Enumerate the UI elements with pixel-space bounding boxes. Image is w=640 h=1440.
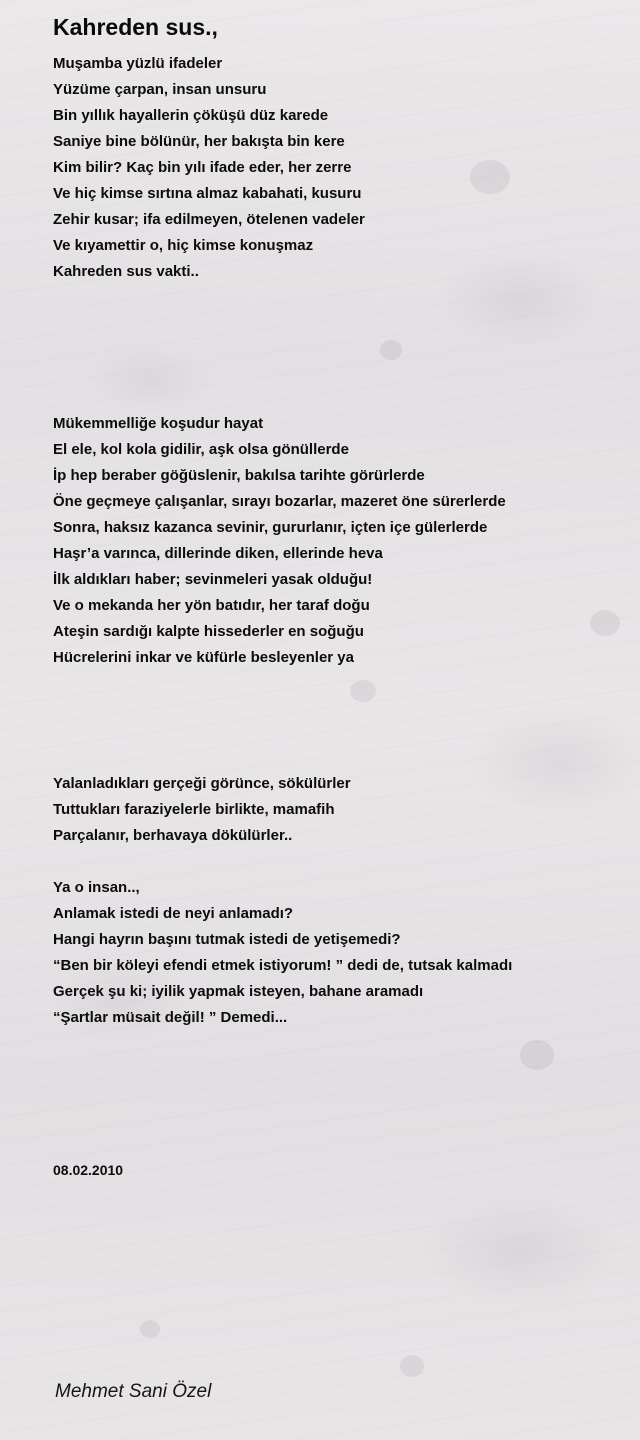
poem-line: Anlamak istedi de neyi anlamadı?: [53, 905, 294, 922]
ink-blot: [590, 610, 620, 636]
poem-line: Mükemmelliğe koşudur hayat: [53, 415, 264, 432]
poem-line: Parçalanır, berhavaya dökülürler..: [53, 827, 293, 844]
poem-line: Yalanladıkları gerçeği görünce, sökülürler: [53, 775, 351, 792]
stanza-3: [53, 771, 351, 849]
poem-line: Ve o mekanda her yön batıdır, her taraf doğu: [53, 597, 370, 614]
stanza-1: [53, 51, 365, 285]
poem-line: Yüzüme çarpan, insan unsuru: [53, 81, 267, 98]
ink-blot: [470, 160, 510, 194]
poem-line: Ya o insan..,: [53, 879, 140, 896]
ink-blot: [380, 340, 402, 360]
poem-line: Muşamba yüzlü ifadeler: [53, 55, 223, 72]
ink-blot: [520, 1040, 554, 1070]
poem-line: Ve hiç kimse sırtına almaz kabahati, kusuru: [53, 185, 362, 202]
ink-blot: [140, 1320, 160, 1338]
poem-date: 08.02.2010: [53, 1162, 124, 1178]
stanza-4: [53, 875, 512, 1031]
poem-line: Ateşin sardığı kalpte hissederler en soğuğu: [53, 623, 364, 640]
poem-line: “Ben bir köleyi efendi etmek istiyorum! ” dedi de, tutsak kalmadı: [53, 957, 513, 974]
poem-line: İp hep beraber göğüslenir, bakılsa tarihte görürlerde: [53, 467, 425, 484]
poem-line: Ve kıyamettir o, hiç kimse konuşmaz: [53, 237, 314, 254]
poem-line: Zehir kusar; ifa edilmeyen, ötelenen vadeler: [53, 211, 365, 228]
ink-blot: [350, 680, 376, 702]
poem-line: Hücrelerini inkar ve küfürle besleyenler ya: [53, 649, 354, 666]
poem-title: Kahreden sus.,: [53, 14, 218, 40]
poem-line: El ele, kol kola gidilir, aşk olsa gönüllerde: [53, 441, 349, 458]
poem-line: Saniye bine bölünür, her bakışta bin kere: [53, 133, 345, 150]
poem-line: Bin yıllık hayallerin çöküşü düz karede: [53, 107, 329, 124]
poem-line: Öne geçmeye çalışanlar, sırayı bozarlar, mazeret öne sürerlerde: [53, 493, 506, 510]
author-signature: Mehmet Sani Özel: [55, 1381, 212, 1402]
poem-line: Tuttukları faraziyelerle birlikte, mamafih: [53, 801, 335, 818]
poem-line: Hangi hayrın başını tutmak istedi de yetişemedi?: [53, 931, 401, 948]
poem-line: “Şartlar müsait değil! ” Demedi...: [53, 1009, 288, 1026]
poem-line: Kim bilir? Kaç bin yılı ifade eder, her zerre: [53, 159, 352, 176]
poem-line: Gerçek şu ki; iyilik yapmak isteyen, bahane aramadı: [53, 983, 424, 1000]
stanza-2: [53, 411, 506, 671]
poem-line: İlk aldıkları haber; sevinmeleri yasak olduğu!: [53, 571, 373, 588]
ink-blot: [400, 1355, 424, 1377]
poem-line: Sonra, haksız kazanca sevinir, gururlanır, içten içe gülerlerde: [53, 519, 488, 536]
poem-line: Haşr’a varınca, dillerinde diken, ellerinde heva: [53, 545, 383, 562]
poem-line: Kahreden sus vakti..: [53, 263, 199, 280]
